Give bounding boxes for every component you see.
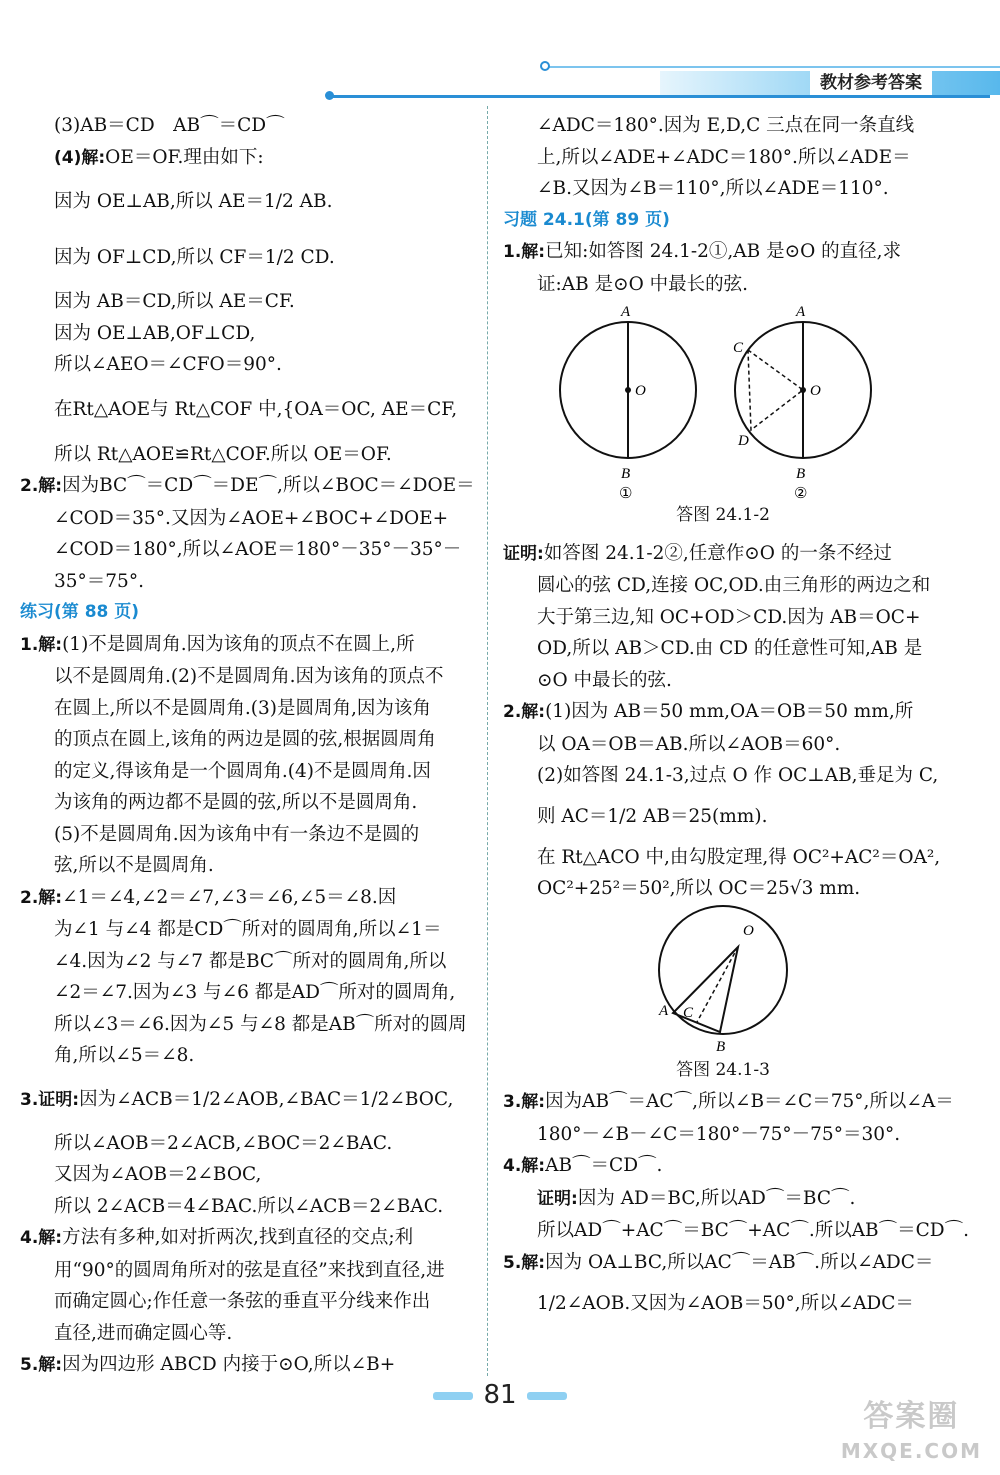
text-line: 35°＝75°. <box>54 570 144 592</box>
answer-marker: 证明: <box>537 1188 578 1209</box>
text-line: 因为 AB＝CD,所以 AE＝CF. <box>54 291 295 312</box>
text-line: ⊙O 中最长的弦. <box>537 669 672 691</box>
text-line: ∠COD＝35°.又因为∠AOE+∠BOC+∠DOE+ <box>54 507 449 529</box>
text-line: OC²+25²＝50²,所以 OC＝25√3 mm. <box>537 878 861 899</box>
watermark <box>841 1400 982 1468</box>
text-line: 5.解:因为四边形 ABCD 内接于⊙O,所以∠B+ <box>20 1354 396 1375</box>
text-line: 所以 2∠ACB＝4∠BAC.所以∠ACB＝2∠BAC. <box>54 1195 444 1217</box>
text-line: 在 Rt△ACO 中,由勾股定理,得 OC²+AC²＝OA², <box>537 846 941 868</box>
text-line: (2)如答图 24.1-3,过点 O 作 OC⊥AB,垂足为 C, <box>537 765 939 786</box>
fig1-label-b: B <box>621 466 631 482</box>
figure-24-1-3 <box>623 905 823 1055</box>
text-line: 所以∠AEO＝∠CFO＝90°. <box>54 354 282 375</box>
figure-24-1-2 <box>533 300 913 500</box>
text-line: 为∠1 与∠4 都是CD⌒所对的圆周角,所以∠1＝ <box>54 919 442 940</box>
fig1-label-a: A <box>621 304 631 320</box>
fig1-label-o: O <box>635 383 646 399</box>
answer-marker: 2.解: <box>20 476 63 496</box>
text-line: 因为 OF⊥CD,所以 CF＝1/2 CD. <box>54 247 335 268</box>
left-column <box>20 110 482 1382</box>
answer-marker: 2.解: <box>503 702 546 722</box>
answer-marker: 3.证明: <box>20 1089 80 1110</box>
figure-caption: 答图 24.1-3 <box>676 1059 770 1080</box>
answer-marker: 4.解: <box>503 1156 546 1176</box>
section-heading: 练习(第 88 页) <box>20 602 140 622</box>
text-line: 在圆上,所以不是圆周角.(3)是圆周角,因为该角 <box>54 697 431 719</box>
text-line: 直径,进而确定圆心等. <box>54 1322 233 1344</box>
header-rule <box>330 95 990 98</box>
text-line: 4.解:AB⌒＝CD⌒. <box>503 1155 663 1176</box>
answer-marker: 5.解: <box>20 1355 63 1375</box>
section-heading: 习题 24.1(第 89 页) <box>503 209 670 230</box>
text-line: 为该角的两边都不是圆的弦,所以不是圆周角. <box>54 792 418 813</box>
text-line: OD,所以 AB＞CD.由 CD 的任意性可知,AB 是 <box>537 638 923 659</box>
text-line: 以不是圆周角.(2)不是圆周角.因为该角的顶点不 <box>54 666 444 687</box>
text-line: 5.解:因为 OA⊥BC,所以AC⌒＝AB⌒.所以∠ADC＝ <box>503 1251 934 1273</box>
text-line: 所以AD⌒+AC⌒＝BC⌒+AC⌒.所以AB⌒＝CD⌒. <box>537 1220 970 1241</box>
text-line: 用“90°的圆周角所对的弦是直径”来找到直径,进 <box>54 1259 445 1281</box>
text-line: 而确定圆心;作任意一条弦的垂直平分线来作出 <box>54 1291 431 1312</box>
fig1-mark-2: ② <box>794 486 808 500</box>
answer-marker: 4.解: <box>20 1228 63 1248</box>
answer-marker: 1.解: <box>20 634 63 655</box>
text-line: 证:AB 是⊙O 中最长的弦. <box>537 273 748 295</box>
fig2-label-a: A <box>659 1002 669 1019</box>
right-column <box>503 110 970 1329</box>
text-line: 以 OA＝OB＝AB.所以∠AOB＝60°. <box>537 733 841 755</box>
text-line: ∠ADC＝180°.因为 E,D,C 三点在同一条直线 <box>537 115 915 136</box>
answer-marker: 证明: <box>503 543 544 564</box>
fig2-label-b: B <box>716 1038 726 1055</box>
fig1-label-a2: A <box>796 304 806 320</box>
answer-marker: 1.解: <box>503 242 546 262</box>
fig2-label-c: C <box>683 1004 694 1021</box>
text-line: 所以∠3＝∠6.因为∠5 与∠8 都是AB⌒所对的圆周 <box>54 1013 467 1035</box>
text-line: 所以 Rt△AOE≌Rt△COF.所以 OE＝OF. <box>54 443 392 465</box>
page-number: 81 <box>483 1380 517 1410</box>
watermark-line-2: MXQE.COM <box>840 1439 982 1463</box>
watermark-line-1: 答案圈 <box>863 1399 960 1434</box>
header-title: 教材参考答案 <box>810 71 932 95</box>
text-line: 2.解:∠1＝∠4,∠2＝∠7,∠3＝∠6,∠5＝∠8.因 <box>20 886 397 908</box>
text-line: 3.解:因为AB⌒＝AC⌒,所以∠B＝∠C＝75°,所以∠A＝ <box>503 1091 954 1112</box>
text-line: 证明:因为 AD＝BC,所以AD⌒＝BC⌒. <box>537 1187 856 1209</box>
page-deco-right <box>527 1392 567 1400</box>
text-line: 的顶点在圆上,该角的两边是圆的弦,根据圆周角 <box>54 729 436 750</box>
text-line: ∠COD＝180°,所以∠AOE＝180°－35°－35°－ <box>54 539 462 560</box>
text-line: 因为 OE⊥AB,OF⊥CD, <box>54 322 256 344</box>
text-line: 1.解:(1)不是圆周角.因为该角的顶点不在圆上,所 <box>20 633 415 655</box>
text-line: 大于第三边,知 OC+OD＞CD.因为 AB＝OC+ <box>537 606 921 628</box>
text-line: (5)不是圆周角.因为该角中有一条边不是圆的 <box>54 823 420 845</box>
text-line: 因为 OE⊥AB,所以 AE＝1/2 AB. <box>54 191 333 212</box>
text-line: 2.解:因为BC⌒＝CD⌒＝DE⌒,所以∠BOC＝∠DOE＝ <box>20 475 475 496</box>
text-line: 180°－∠B－∠C＝180°－75°－75°＝30°. <box>537 1123 901 1145</box>
text-line: 角,所以∠5＝∠8. <box>54 1045 195 1066</box>
page-deco-left <box>433 1392 473 1400</box>
text-line: 圆心的弦 CD,连接 OC,OD.由三角形的两边之和 <box>537 575 931 596</box>
text-line: 2.解:(1)因为 AB＝50 mm,OA＝OB＝50 mm,所 <box>503 701 914 722</box>
fig1-label-d: D <box>738 433 749 449</box>
header-hollow-dot <box>540 61 550 71</box>
text-line: 证明:如答图 24.1-2②,任意作⊙O 的一条不经过 <box>503 542 892 564</box>
column-divider <box>487 106 489 1376</box>
answer-marker: 2.解: <box>20 887 63 908</box>
text-line: (3)AB＝CD AB⌒＝CD⌒ <box>54 115 285 136</box>
fig1-label-c: C <box>733 340 744 356</box>
header-dot <box>325 91 334 100</box>
figure-caption: 答图 24.1-2 <box>676 505 770 525</box>
text-line: 上,所以∠ADE+∠ADC＝180°.所以∠ADE＝ <box>537 146 911 168</box>
text-line: 1/2∠AOB.又因为∠AOB＝50°,所以∠ADC＝ <box>537 1293 914 1314</box>
text-line: ∠B.又因为∠B＝110°,所以∠ADE＝110°. <box>537 178 889 199</box>
text-line: 3.证明:因为∠ACB＝1/2∠AOB,∠BAC＝1/2∠BOC, <box>20 1088 454 1110</box>
text-line: 则 AC＝1/2 AB＝25(mm). <box>537 805 768 827</box>
text-line: ∠4.因为∠2 与∠7 都是BC⌒所对的圆周角,所以 <box>54 950 447 972</box>
text-line: ∠2＝∠7.因为∠3 与∠6 都是AD⌒所对的圆周角, <box>54 982 456 1003</box>
fig1-mark-1: ① <box>619 486 633 500</box>
text-line: 所以∠AOB＝2∠ACB,∠BOC＝2∠BAC. <box>54 1132 393 1154</box>
text-line: (4)解:OE＝OF.理由如下: <box>54 146 264 168</box>
header-top-rule <box>545 66 1000 68</box>
fig1-label-o2: O <box>810 383 821 399</box>
answer-marker: 5.解: <box>503 1252 546 1273</box>
answer-marker: (4)解: <box>54 147 106 168</box>
text-line: 4.解:方法有多种,如对折两次,找到直径的交点;利 <box>20 1227 414 1248</box>
text-line: 的定义,得该角是一个圆周角.(4)不是圆周角.因 <box>54 760 431 782</box>
answer-marker: 3.解: <box>503 1092 546 1112</box>
text-line: 弦,所以不是圆周角. <box>54 855 214 876</box>
text-line: 1.解:已知:如答图 24.1-2①,AB 是⊙O 的直径,求 <box>503 241 902 262</box>
fig2-label-o: O <box>743 922 754 939</box>
text-line: 又因为∠AOB＝2∠BOC, <box>54 1164 262 1185</box>
fig1-label-b2: B <box>796 466 806 482</box>
text-line: 在Rt△AOE与 Rt△COF 中,{OA＝OC, AE＝CF, <box>54 398 458 420</box>
